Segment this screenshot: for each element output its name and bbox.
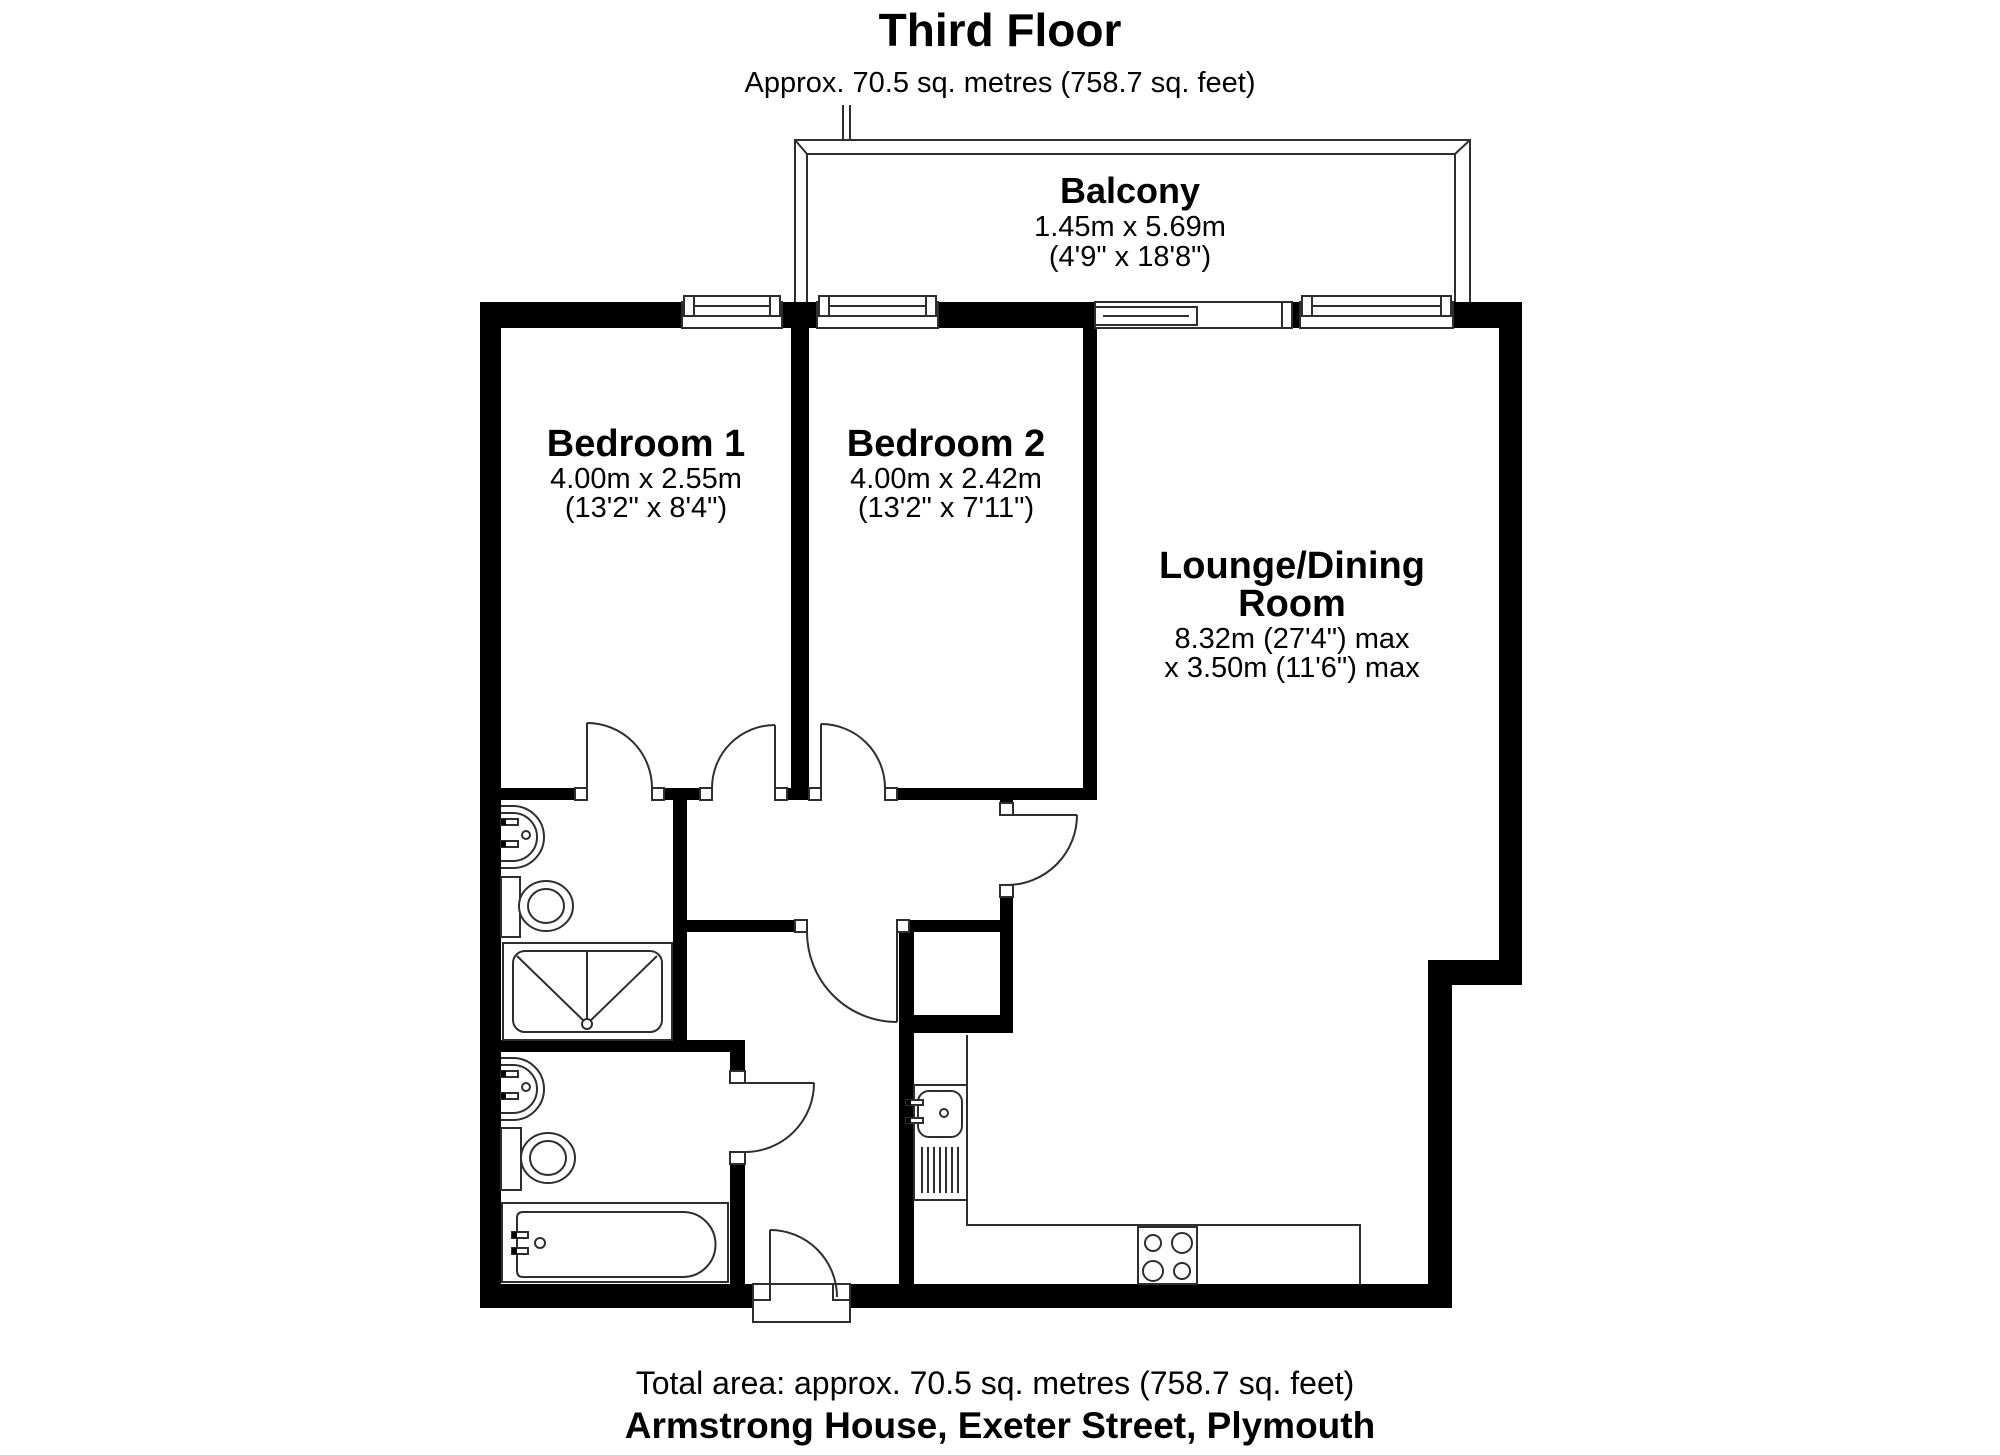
wall-right-lower bbox=[1428, 960, 1452, 1308]
bathroom-fixtures bbox=[501, 1058, 728, 1282]
wall-ensuite-right bbox=[673, 800, 687, 1052]
wall-right-upper bbox=[1499, 302, 1522, 985]
wall-bottom bbox=[480, 1284, 1452, 1308]
wall-under-bed-b bbox=[664, 788, 700, 800]
wall-vestibule-kitchen bbox=[899, 932, 914, 1284]
page-subtitle: Approx. 70.5 sq. metres (758.7 sq. feet) bbox=[744, 67, 1256, 99]
bedroom2-label bbox=[847, 423, 1045, 524]
lounge-window bbox=[1300, 296, 1453, 328]
bedroom1-label bbox=[547, 423, 745, 524]
balcony-name: Balcony bbox=[1059, 170, 1201, 211]
bedroom2-dims-metric: 4.00m x 2.42m bbox=[850, 463, 1042, 495]
bedroom1-window bbox=[682, 296, 782, 328]
bedroom1-dims-metric: 4.00m x 2.55m bbox=[550, 463, 742, 495]
kitchen bbox=[906, 1035, 1360, 1284]
bedroom2-name: Bedroom 2 bbox=[846, 423, 1046, 465]
wall-ensuite-bathroom-divider bbox=[501, 1040, 745, 1052]
balcony-divider-stub bbox=[843, 105, 850, 140]
wall-under-bed-c bbox=[787, 788, 809, 800]
lounge-name-line1: Lounge/Dining bbox=[1159, 545, 1425, 587]
bedroom2-door bbox=[821, 724, 885, 788]
lounge-door bbox=[1007, 815, 1077, 885]
bathroom-basin-icon bbox=[501, 1058, 544, 1120]
wall-bed1-bed2-divider bbox=[791, 328, 809, 800]
wall-bathroom-right-b bbox=[730, 1164, 745, 1284]
ensuite-door bbox=[587, 723, 652, 788]
bathroom-door bbox=[745, 1083, 814, 1152]
footer-address: Armstrong House, Exeter Street, Plymouth bbox=[624, 1405, 1376, 1446]
bedroom2-window bbox=[817, 296, 938, 328]
wall-hall-south-a bbox=[687, 920, 795, 932]
wall-hall-lounge bbox=[1000, 897, 1013, 1033]
ensuite-fixtures bbox=[501, 806, 672, 1040]
page-title: Third Floor bbox=[878, 4, 1122, 56]
balcony-dims-metric: 1.45m x 5.69m bbox=[1034, 211, 1226, 243]
wall-hall-lounge-stub bbox=[1000, 788, 1013, 803]
bathtub-icon bbox=[502, 1203, 728, 1282]
balcony-sliding-door bbox=[1095, 302, 1292, 328]
lounge-label bbox=[1159, 545, 1425, 684]
bedroom2-dims-imperial: (13'2" x 7'11") bbox=[857, 492, 1035, 524]
hob-icon bbox=[1138, 1227, 1197, 1284]
lounge-dims-line1: 8.32m (27'4") max bbox=[1174, 623, 1410, 655]
wall-under-bed-d bbox=[897, 788, 1097, 800]
entrance bbox=[753, 1284, 850, 1322]
wall-left bbox=[480, 302, 501, 1308]
wall-bathroom-right-a bbox=[730, 1052, 745, 1071]
lounge-dims-line2: x 3.50m (11'6") max bbox=[1164, 652, 1420, 684]
footer-total-area: Total area: approx. 70.5 sq. metres (758.7 sq. feet) bbox=[635, 1365, 1355, 1401]
bedroom1-name: Bedroom 1 bbox=[546, 423, 746, 465]
hallway-door bbox=[807, 932, 897, 1022]
balcony-label bbox=[1034, 170, 1226, 273]
shower-tray-icon bbox=[503, 943, 672, 1040]
drainer-icon bbox=[922, 1147, 958, 1193]
bedroom1-dims-imperial: (13'2" x 8'4") bbox=[564, 492, 728, 524]
wall-kitchen-north bbox=[899, 1015, 1013, 1033]
wall-bed2-lounge bbox=[1083, 328, 1097, 800]
wall-under-bed-a bbox=[501, 788, 575, 800]
bathroom-toilet-icon bbox=[501, 1128, 575, 1190]
wall-hall-south-b bbox=[909, 920, 1003, 932]
ensuite-basin-icon bbox=[501, 806, 544, 868]
balcony-corner-mitres bbox=[795, 140, 1470, 154]
balcony-dims-imperial: (4'9" x 18'8") bbox=[1048, 241, 1212, 273]
ensuite-toilet-icon bbox=[501, 877, 573, 937]
bedroom1-door bbox=[712, 725, 775, 788]
lounge-name-line2: Room bbox=[1238, 583, 1346, 625]
